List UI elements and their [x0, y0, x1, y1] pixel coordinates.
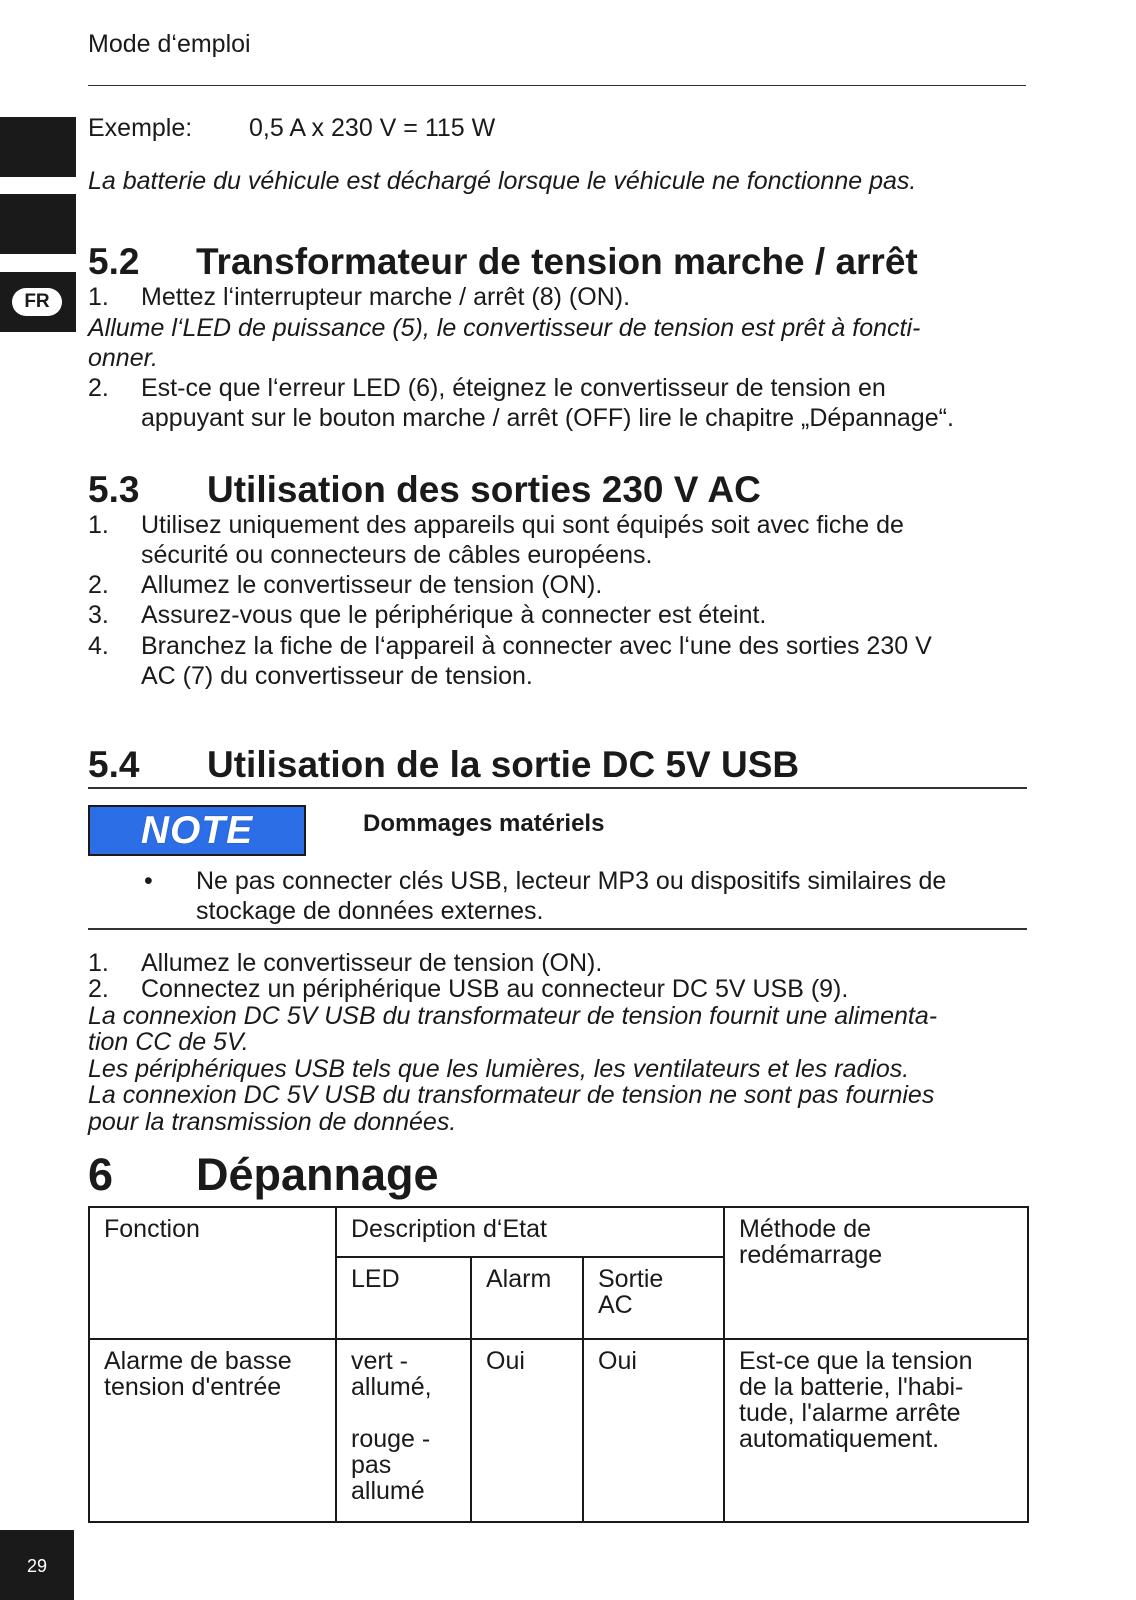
battery-note: La batterie du véhicule est déchargé lorsque le véhicule ne fonctionne pas.	[88, 167, 917, 195]
page-header-title: Mode d‘emploi	[88, 30, 251, 58]
cell-text-line: vert -	[351, 1347, 408, 1375]
step-number: 2.	[88, 571, 109, 599]
cell-text-line: automatiquement.	[739, 1425, 940, 1453]
section-divider	[88, 787, 1027, 789]
step-number: 4.	[88, 632, 109, 660]
step-text: Assurez-vous que le périphérique à connecter est éteint.	[141, 601, 767, 629]
header-text-line: AC	[598, 1291, 633, 1319]
chapter-title: Dépannage	[196, 1149, 439, 1200]
table-header-row	[89, 1207, 1028, 1257]
step-text: Mettez l‘interrupteur marche / arrêt (8) (ON).	[141, 283, 631, 311]
step-number: 1.	[88, 283, 109, 311]
cell-text-line: Est-ce que la tension	[739, 1347, 973, 1375]
header-text-line: redémarrage	[739, 1241, 883, 1269]
header-cell-description: Description d‘Etat	[336, 1207, 724, 1257]
step-text: sécurité ou connecteurs de câbles européens.	[141, 541, 653, 569]
note-title: Dommages matériels	[363, 810, 605, 837]
cell-function	[89, 1339, 336, 1522]
step-number: 3.	[88, 601, 109, 629]
cell-led	[336, 1339, 471, 1522]
header-cell-function: Fonction	[89, 1207, 336, 1339]
cell-method	[724, 1339, 1028, 1522]
italic-note-line: tion CC de 5V.	[88, 1028, 249, 1056]
cell-text-line: tude, l'alarme arrête	[739, 1399, 961, 1427]
note-label-box: NOTE	[88, 805, 306, 856]
chapter-number: 6	[88, 1149, 114, 1200]
step-number: 1.	[88, 949, 109, 977]
cell-ac-output: Oui	[583, 1339, 724, 1522]
header-text-line: Sortie	[598, 1265, 664, 1293]
cell-text-line: allumé	[351, 1477, 425, 1505]
page-number: 29	[26, 1556, 48, 1576]
cell-text-line: rouge -	[351, 1425, 431, 1453]
step-text: Allumez le convertisseur de tension (ON).	[141, 571, 603, 599]
step-text: Allumez le convertisseur de tension (ON).	[141, 949, 603, 977]
step-text: Est-ce que l‘erreur LED (6), éteignez le convertisseur de tension en	[141, 374, 886, 402]
section-number: 5.4	[88, 744, 140, 785]
cell-text-line: Alarme de basse	[104, 1347, 292, 1375]
step-text: Branchez la fiche de l‘appareil à connecter avec l‘une des sorties 230 V	[141, 632, 932, 660]
note-divider	[88, 928, 1027, 930]
header-cell-ac-output	[583, 1257, 724, 1339]
step-number: 1.	[88, 511, 109, 539]
language-tab	[0, 272, 76, 332]
section-title: Utilisation des sorties 230 V AC	[207, 469, 761, 510]
cell-text-line: allumé,	[351, 1373, 432, 1401]
table-row	[89, 1339, 1028, 1522]
cell-text-line: tension d'entrée	[104, 1373, 282, 1401]
header-cell-method	[724, 1207, 1028, 1339]
italic-note-line: La connexion DC 5V USB du transformateur de tension fournit une alimenta-	[88, 1002, 938, 1030]
header-cell-alarm: Alarm	[471, 1257, 583, 1339]
step-text: AC (7) du convertisseur de tension.	[141, 662, 533, 690]
step-text: appuyant sur le bouton marche / arrêt (OFF) lire le chapitre „Dépannage“.	[141, 404, 954, 432]
section-title: Utilisation de la sortie DC 5V USB	[207, 744, 800, 785]
italic-note-line: La connexion DC 5V USB du transformateur de tension ne sont pas fournies	[88, 1081, 935, 1109]
side-tab-block	[0, 194, 76, 254]
section-number: 5.2	[88, 241, 140, 282]
bullet-text: Ne pas connecter clés USB, lecteur MP3 ou dispositifs similaires de	[196, 867, 947, 895]
example-label: Exemple:	[88, 114, 193, 142]
header-divider	[88, 85, 1026, 86]
side-tab-block	[0, 117, 76, 177]
bullet-icon: •	[144, 867, 153, 895]
troubleshooting-table	[88, 1206, 1029, 1523]
example-value: 0,5 A x 230 V = 115 W	[249, 114, 496, 142]
header-cell-led: LED	[336, 1257, 471, 1339]
italic-note-line: onner.	[88, 344, 158, 372]
header-text-line: Méthode de	[739, 1215, 872, 1243]
section-number: 5.3	[88, 469, 140, 510]
step-number: 2.	[88, 975, 109, 1003]
cell-text-line: pas	[351, 1451, 392, 1479]
step-number: 2.	[88, 374, 109, 402]
italic-note-line: Les périphériques USB tels que les lumières, les ventilateurs et les radios.	[88, 1055, 910, 1083]
step-text: Utilisez uniquement des appareils qui sont équipés soit avec fiche de	[141, 511, 904, 539]
bullet-text: stockage de données externes.	[196, 897, 544, 925]
section-title: Transformateur de tension marche / arrêt	[196, 241, 918, 282]
italic-note-line: Allume l‘LED de puissance (5), le convertisseur de tension est prêt à foncti-	[88, 314, 921, 342]
step-text: Connectez un périphérique USB au connecteur DC 5V USB (9).	[141, 975, 849, 1003]
cell-alarm: Oui	[471, 1339, 583, 1522]
italic-note-line: pour la transmission de données.	[88, 1108, 457, 1136]
language-label: FR	[12, 288, 62, 316]
page-number-box	[0, 1530, 74, 1600]
cell-text-line: de la batterie, l'habi-	[739, 1373, 964, 1401]
